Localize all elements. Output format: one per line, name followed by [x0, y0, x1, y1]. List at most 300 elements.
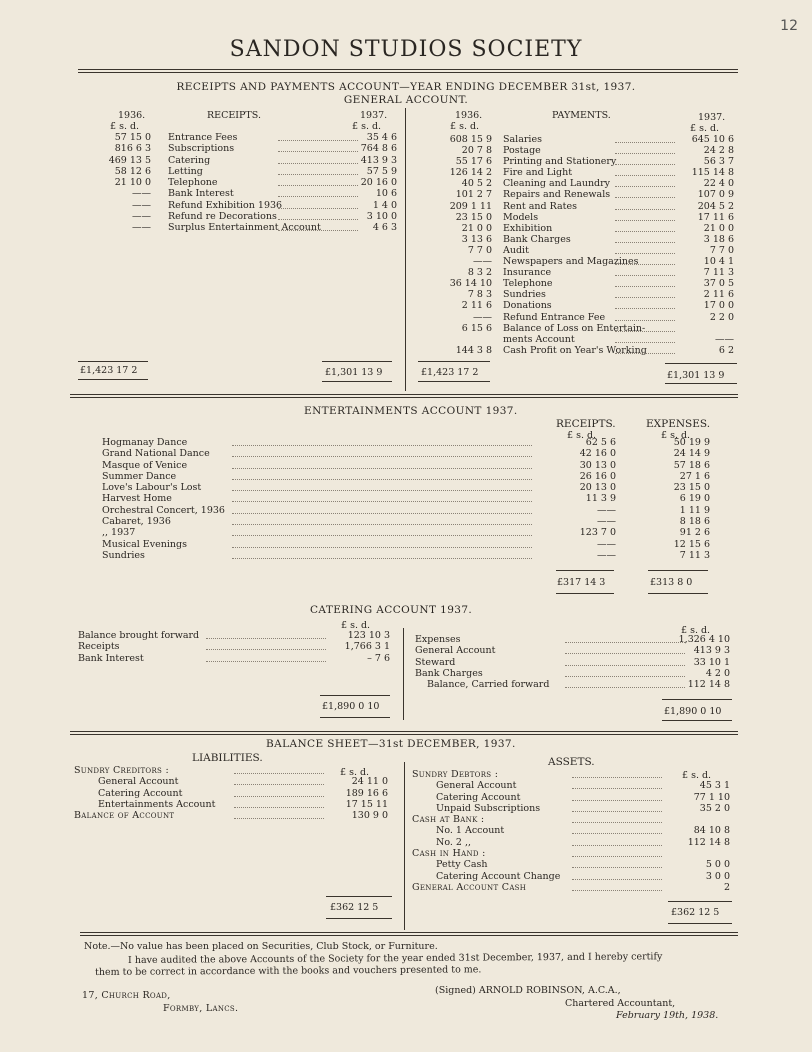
rp-payments-year-prev: 1936.	[455, 110, 483, 121]
payment-row-leader	[615, 331, 675, 332]
asset-row-leader	[572, 890, 662, 891]
ent-row-receipt: 123 7 0	[579, 527, 616, 539]
ent-row-receipt: ——	[597, 504, 616, 516]
rp-subheading: GENERAL ACCOUNT.	[343, 94, 469, 106]
cat-right-row-label: Bank Charges	[415, 667, 483, 679]
rp-dbl-right-curr	[665, 383, 737, 384]
address-line-1: 17, Church Road,	[82, 990, 171, 1001]
rp-center-divider	[405, 108, 406, 391]
payment-row-prev: 209 1 11	[449, 200, 492, 212]
liability-row	[74, 810, 392, 821]
liability-row-leader	[234, 818, 324, 819]
ent-row	[102, 539, 712, 550]
liability-row-label: Balance of Account	[74, 810, 175, 822]
payment-row-leader	[615, 297, 675, 298]
cat-right-row-label: Steward	[415, 656, 456, 668]
cat-right-row-value: 112 14 8	[687, 679, 730, 691]
asset-row-value: 45 3 1	[699, 780, 730, 792]
section-rule-3a	[80, 932, 738, 933]
cat-right-total: £1,890 0 10	[664, 706, 722, 717]
bs-assets-label: ASSETS.	[548, 756, 595, 768]
payment-row-label: Audit	[503, 244, 529, 256]
payment-row-label: Newspapers and Magazines	[503, 256, 639, 268]
ent-row	[102, 516, 712, 527]
asset-row-label: Catering Account Change	[436, 870, 561, 882]
payment-row-prev: 8 3 2	[467, 267, 492, 279]
ent-row-receipt: 62 5 6	[585, 437, 616, 448]
payment-row-curr: 2 11 6	[703, 289, 734, 301]
receipt-row-leader	[278, 151, 358, 152]
asset-row-leader	[572, 845, 662, 846]
receipt-row-leader	[278, 230, 358, 231]
asset-row-label: Petty Cash	[436, 859, 488, 871]
cat-dbl-left	[320, 717, 390, 718]
asset-row-leader	[572, 811, 662, 812]
payment-row-prev: 40 5 2	[461, 178, 492, 190]
asset-row-leader	[572, 833, 662, 834]
payment-row-curr: 115 14 8	[691, 167, 734, 179]
payment-row-label: Models	[503, 211, 539, 223]
cat-left-row-value: – 7 6	[367, 652, 390, 664]
cat-right-row-leader	[565, 687, 685, 688]
ent-row-expense: 8 18 6	[679, 516, 710, 528]
bs-assets-list	[412, 769, 734, 893]
payment-row-curr: 24 2 8	[703, 145, 734, 157]
asset-row-label: Sundry Debtors :	[412, 769, 499, 780]
payment-row-leader	[615, 353, 675, 354]
receipt-row-prev: 816 6 3	[114, 143, 151, 155]
page-number: 12	[780, 18, 798, 34]
liability-row-label: Sundry Creditors :	[74, 765, 169, 776]
receipt-row-prev: ——	[132, 199, 151, 211]
receipt-row-leader	[278, 174, 358, 175]
cat-left-row-label: Receipts	[78, 641, 120, 653]
rp-dbl-left-prev	[78, 379, 148, 380]
payment-row-leader	[615, 231, 675, 232]
receipt-row-prev: 21 10 0	[114, 177, 151, 189]
payment-row-curr: 17 11 6	[697, 211, 734, 223]
rp-heading: RECEIPTS AND PAYMENTS ACCOUNT—YEAR ENDING DECEMBER 31st, 1937.	[176, 81, 636, 93]
asset-row-value: 3 0 0	[705, 870, 730, 882]
ent-row	[102, 460, 712, 471]
payment-row-prev: 7 7 0	[467, 244, 492, 256]
payment-row-leader	[615, 220, 675, 221]
receipt-row	[78, 143, 403, 154]
payment-row-leader	[615, 186, 675, 187]
cat-right-row-value: 1,326 4 10	[678, 634, 730, 645]
cat-right-row-leader	[565, 642, 685, 643]
asset-row-label: Unpaid Subscriptions	[436, 802, 541, 814]
ent-row-label: Harvest Home	[102, 493, 172, 505]
payment-row-label: Telephone	[503, 278, 553, 290]
receipt-row-prev: 469 13 5	[108, 154, 151, 166]
receipt-row-label: Refund Exhibition 1936	[168, 199, 283, 211]
ent-rule-receipts	[556, 570, 614, 571]
receipt-row-curr: 764 8 6	[360, 143, 397, 155]
receipt-row	[78, 155, 403, 166]
asset-row	[412, 825, 734, 836]
receipt-row	[78, 166, 403, 177]
payment-row-curr: ——	[715, 333, 734, 345]
payment-row-curr: 7 11 3	[703, 267, 734, 279]
signature-line: (Signed) ARNOLD ROBINSON, A.C.A.,	[435, 985, 621, 996]
payment-row	[415, 267, 740, 278]
receipt-row-leader	[278, 196, 358, 197]
asset-row	[412, 803, 734, 814]
payment-row-curr: 21 0 0	[703, 222, 734, 234]
payment-row	[415, 234, 740, 245]
ent-row-expense: 27 1 6	[679, 470, 710, 482]
bs-liabilities-list	[74, 765, 392, 821]
payment-row-leader	[615, 142, 675, 143]
ent-row-receipt: 42 16 0	[579, 448, 616, 460]
ent-row	[102, 493, 712, 504]
payment-row-label: ments Account	[503, 333, 575, 345]
receipt-row-curr: 20 16 0	[360, 177, 397, 189]
receipt-row-label: Subscriptions	[168, 143, 235, 155]
asset-row-leader	[572, 856, 662, 857]
asset-row-leader	[572, 777, 662, 778]
ent-row-receipt: 20 13 0	[579, 482, 616, 494]
rp-rule-left-curr	[322, 361, 392, 362]
audit-line-1: I have audited the above Accounts of the Society for the year ended 31st December, 1937, and I hereby certify	[128, 951, 663, 966]
ent-total-receipts: £317 14 3	[557, 577, 606, 588]
bs-dbl-right	[668, 923, 732, 924]
ent-total-expenses: £313 8 0	[650, 577, 693, 588]
cat-right-row	[415, 634, 732, 645]
ent-lsd-receipts: £ s. d.	[567, 430, 597, 441]
ent-heading: ENTERTAINMENTS ACCOUNT 1937.	[304, 405, 518, 417]
ent-row-receipt: 30 13 0	[579, 459, 616, 471]
ent-row-label: Orchestral Concert, 1936	[102, 504, 225, 516]
ent-row-label: Musical Evenings	[102, 538, 187, 550]
ent-row-leader	[232, 513, 532, 514]
payment-row-curr: 107 0 9	[697, 189, 734, 201]
ent-row-leader	[232, 558, 532, 559]
asset-row-value: 112 14 8	[687, 836, 730, 848]
payment-row-label: Donations	[503, 300, 552, 312]
bs-liabilities-label: LIABILITIES.	[192, 752, 263, 764]
asset-row	[412, 769, 734, 780]
bs-liabilities-total: £362 12 5	[330, 902, 379, 913]
payment-row-label: Balance of Loss on Entertain-	[503, 322, 646, 334]
ent-row-expense: 57 18 6	[673, 459, 710, 471]
receipt-row-leader	[278, 219, 358, 220]
receipt-row-label: Refund re Decorations	[168, 211, 277, 223]
ent-row-expense: 23 15 0	[673, 482, 710, 494]
ent-row	[102, 471, 712, 482]
payment-row-prev: 7 8 3	[467, 289, 492, 301]
ent-row-label: Hogmanay Dance	[102, 437, 188, 448]
ent-list	[102, 437, 712, 561]
rp-receipts-total-curr: £1,301 13 9	[325, 367, 383, 378]
receipt-row-label: Telephone	[168, 177, 218, 189]
payment-row	[415, 278, 740, 289]
payment-row-label: Fire and Light	[503, 167, 573, 179]
section-rule-3b	[80, 935, 738, 936]
ent-row-leader	[232, 547, 532, 548]
bs-rule-right	[668, 901, 732, 902]
payment-row	[415, 289, 740, 300]
cat-lsd-left: £ s. d.	[341, 620, 371, 631]
bs-rule-left	[326, 896, 392, 897]
ent-row-leader	[232, 501, 532, 502]
receipt-row-leader	[278, 163, 358, 164]
payment-row-label: Bank Charges	[503, 233, 571, 245]
payment-row-curr: 7 7 0	[709, 244, 734, 256]
payment-row-label: Postage	[503, 145, 541, 157]
rp-receipts-year-curr: 1937.	[360, 110, 388, 121]
asset-row	[412, 871, 734, 882]
ent-row-leader	[232, 468, 532, 469]
rp-payments-label: PAYMENTS.	[552, 110, 611, 121]
asset-row-label: General Account	[436, 780, 517, 792]
ent-dbl-expenses	[648, 593, 708, 594]
receipt-row-leader	[278, 140, 358, 141]
liability-row-label: General Account	[98, 776, 179, 788]
payment-row-leader	[615, 342, 675, 343]
asset-row	[412, 792, 734, 803]
asset-row-leader	[572, 800, 662, 801]
ent-row-expense: 91 2 6	[679, 527, 710, 539]
cat-lsd-right: £ s. d.	[681, 625, 711, 636]
cat-right-row-value: 4 2 0	[705, 667, 730, 679]
payment-row-label: Repairs and Renewals	[503, 189, 611, 201]
title-rule-2	[78, 72, 738, 73]
asset-row	[412, 848, 734, 859]
title-rule-1	[78, 69, 738, 70]
asset-row-leader	[572, 867, 662, 868]
cat-right-row	[415, 645, 732, 656]
page-title: SANDON STUDIOS SOCIETY	[229, 37, 583, 62]
rp-dbl-left-curr	[322, 381, 392, 382]
bs-lsd-left: £ s. d.	[340, 767, 370, 778]
receipt-row-prev: 57 15 0	[114, 132, 151, 143]
payment-row-label: Printing and Stationery	[503, 156, 617, 168]
ent-dbl-receipts	[556, 593, 614, 594]
cat-right-row	[415, 657, 732, 668]
payment-row	[415, 189, 740, 200]
section-rule-2a	[70, 731, 738, 732]
payment-row-prev: 36 14 10	[449, 278, 492, 290]
asset-row-label: Cash at Bank :	[412, 814, 485, 826]
receipt-row	[78, 211, 403, 222]
cat-right-row-label: Expenses	[415, 634, 461, 645]
rp-rule-right-curr	[665, 363, 737, 364]
asset-row-value: 5 0 0	[705, 859, 730, 871]
cat-dbl-right	[662, 720, 732, 721]
ent-row-receipt: 11 3 9	[585, 493, 616, 505]
payment-row-label: Cash Profit on Year's Working	[503, 344, 647, 356]
cat-right-row-value: 413 9 3	[693, 645, 730, 657]
payment-row-curr: 645 10 6	[691, 134, 734, 145]
cat-rule-left	[320, 695, 390, 696]
payment-row-curr: 56 3 7	[703, 156, 734, 168]
payment-row	[415, 178, 740, 189]
cat-right-row-leader	[565, 676, 685, 677]
payment-row-prev: 3 13 6	[461, 233, 492, 245]
ent-row-label: Masque of Venice	[102, 459, 188, 471]
cat-right-row	[415, 668, 732, 679]
payment-row-prev: 55 17 6	[455, 156, 492, 168]
asset-row	[412, 780, 734, 791]
payment-row-leader	[615, 175, 675, 176]
payment-row	[415, 212, 740, 223]
cat-left-row-label: Bank Interest	[78, 652, 144, 664]
cat-left-list	[78, 630, 392, 664]
rp-receipts-total-prev: £1,423 17 2	[80, 365, 138, 376]
cat-right-row-label: Balance, Carried forward	[427, 679, 550, 691]
payment-row-leader	[615, 320, 675, 321]
cat-right-row-value: 33 10 1	[693, 656, 730, 668]
payment-row-leader	[615, 286, 675, 287]
section-rule-1a	[70, 394, 738, 395]
footer-note: Note.—No value has been placed on Securities, Club Stock, or Furniture.	[84, 941, 438, 952]
payment-row	[415, 223, 740, 234]
asset-row-label: Catering Account	[436, 791, 521, 803]
payment-row	[415, 300, 740, 311]
asset-row-value: 84 10 8	[693, 825, 730, 837]
payment-row-prev: 21 0 0	[461, 222, 492, 234]
payment-row-curr: 204 5 2	[697, 200, 734, 212]
liability-row-value: 24 11 0	[351, 776, 388, 788]
payment-row-label: Rent and Rates	[503, 200, 577, 212]
receipt-row-leader	[278, 185, 358, 186]
payment-row-leader	[615, 153, 675, 154]
payment-row-prev: 101 2 7	[455, 189, 492, 201]
cat-left-row-value: 123 10 3	[347, 630, 390, 641]
cat-left-row-leader	[206, 638, 326, 639]
payment-row-prev: 20 7 8	[461, 145, 492, 157]
payment-row-label: Insurance	[503, 267, 552, 279]
receipt-row-label: Letting	[168, 165, 203, 177]
cat-left-row-value: 1,766 3 1	[344, 641, 390, 653]
receipt-row-label: Surplus Entertainment Account	[168, 222, 321, 234]
rp-receipts-lsd-prev: £ s. d.	[110, 121, 140, 132]
ent-lsd-expenses: £ s. d.	[661, 430, 691, 441]
bs-dbl-left	[326, 918, 392, 919]
ent-row	[102, 527, 712, 538]
rp-payments-total-prev: £1,423 17 2	[421, 367, 479, 378]
ent-rule-expenses	[648, 570, 708, 571]
address-line-2: Formby, Lancs.	[163, 1003, 239, 1014]
asset-row-label: Cash in Hand :	[412, 848, 486, 860]
cat-left-row	[78, 630, 392, 641]
rp-payments-lsd-curr: £ s. d.	[690, 123, 720, 134]
receipt-row-prev: ——	[132, 188, 151, 200]
payment-row-leader	[615, 253, 675, 254]
ent-row-expense: 7 11 3	[679, 549, 710, 561]
asset-row-value: 77 1 10	[693, 791, 730, 803]
receipt-row-prev: 58 12 6	[114, 165, 151, 177]
payment-row-prev: ——	[473, 311, 492, 323]
payment-row	[415, 334, 740, 345]
rp-receipts-label: RECEIPTS.	[207, 110, 261, 121]
payment-row-prev: 23 15 0	[455, 211, 492, 223]
ent-row-leader	[232, 479, 532, 480]
payment-row	[415, 156, 740, 167]
payment-row-prev: 6 15 6	[461, 322, 492, 334]
payment-row	[415, 167, 740, 178]
payment-row-prev: 144 3 8	[455, 344, 492, 356]
ent-row-leader	[232, 456, 532, 457]
payment-row-curr: 17 0 0	[703, 300, 734, 312]
receipt-row-curr: 57 5 9	[366, 165, 397, 177]
ent-row-leader	[232, 445, 532, 446]
signature-date: February 19th, 1938.	[616, 1010, 719, 1021]
asset-row-label: No. 1 Account	[436, 825, 505, 837]
receipt-row	[78, 177, 403, 188]
payment-row	[415, 145, 740, 156]
rp-payments-lsd-prev: £ s. d.	[450, 121, 480, 132]
cat-left-row-label: Balance brought forward	[78, 630, 200, 641]
asset-row-value: 35 2 0	[699, 802, 730, 814]
payment-row-label: Salaries	[503, 134, 542, 145]
payment-row	[415, 245, 740, 256]
payment-row-prev: 2 11 6	[461, 300, 492, 312]
liability-row	[74, 765, 392, 776]
payment-row	[415, 134, 740, 145]
receipt-row-curr: 35 4 6	[366, 132, 397, 143]
rp-receipts-year-prev: 1936.	[118, 110, 146, 121]
payment-row-curr: 37 0 5	[703, 278, 734, 290]
payment-row	[415, 201, 740, 212]
rp-payments-total-curr: £1,301 13 9	[667, 370, 725, 381]
asset-row-label: General Account Cash	[412, 881, 527, 893]
payment-row-label: Exhibition	[503, 222, 553, 234]
payment-row-curr: 2 2 0	[709, 311, 734, 323]
audit-line-2: them to be correct in accordance with the books and vouchers presented to me.	[95, 964, 482, 978]
asset-row	[412, 882, 734, 893]
receipt-row-label: Catering	[168, 154, 211, 166]
liability-row	[74, 788, 392, 799]
ent-expenses-label: EXPENSES.	[646, 418, 711, 430]
liability-row-leader	[234, 773, 324, 774]
ent-row-leader	[232, 535, 532, 536]
signature-role: Chartered Accountant,	[565, 998, 676, 1009]
rp-receipts-lsd-curr: £ s. d.	[352, 121, 382, 132]
payment-row-label: Sundries	[503, 289, 546, 301]
payment-row-label: Refund Entrance Fee	[503, 311, 606, 323]
payment-row-leader	[615, 242, 675, 243]
asset-row-value: 2	[723, 881, 730, 893]
receipt-row-prev: ——	[132, 222, 151, 234]
bs-heading: BALANCE SHEET—31st DECEMBER, 1937.	[266, 738, 516, 750]
cat-divider	[403, 628, 404, 720]
cat-right-row-leader	[565, 665, 685, 666]
ent-receipts-label: RECEIPTS.	[556, 418, 616, 430]
asset-row-leader	[572, 822, 662, 823]
ent-row-receipt: ——	[597, 516, 616, 528]
rp-receipts-list	[78, 132, 403, 234]
ent-row	[102, 505, 712, 516]
ent-row-expense: 24 14 9	[673, 448, 710, 460]
payment-row	[415, 323, 740, 334]
payment-row-leader	[615, 308, 675, 309]
cat-right-list	[415, 634, 732, 690]
ent-row-label: Cabaret, 1936	[102, 516, 171, 528]
ent-row-expense: 50 19 9	[673, 437, 710, 448]
receipt-row	[78, 222, 403, 233]
payment-row-leader	[615, 264, 675, 265]
payment-row-leader	[615, 164, 675, 165]
payment-row-leader	[615, 197, 675, 198]
payment-row-prev: 608 15 9	[449, 134, 492, 145]
receipt-row-label: Bank Interest	[168, 188, 234, 200]
payment-row-curr: 3 18 6	[703, 233, 734, 245]
receipt-row	[78, 200, 403, 211]
payment-row-prev: ——	[473, 256, 492, 268]
